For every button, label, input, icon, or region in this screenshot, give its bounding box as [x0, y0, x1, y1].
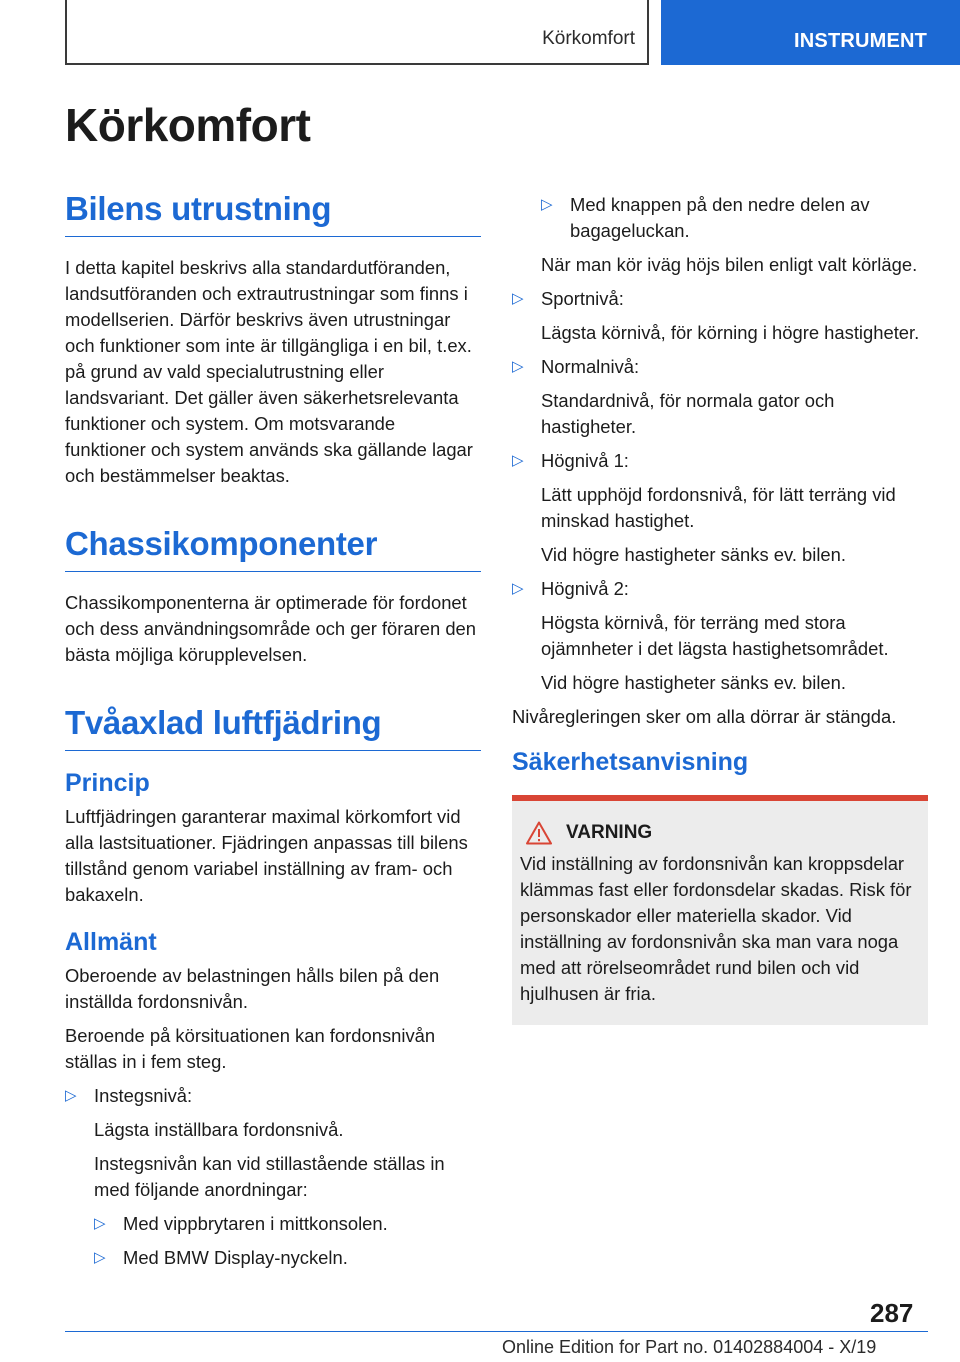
- heading-general: Allmänt: [65, 928, 157, 956]
- list-item-high-level-2: ▷ Högnivå 2:: [512, 576, 928, 602]
- right-column: [512, 192, 928, 1025]
- heading-chassis: Chassikomponenter: [65, 525, 481, 572]
- high-level-1-description-2: Vid högre hastigheter sänks ev. bilen.: [541, 544, 846, 565]
- heading-safety: Säkerhetsanvisning: [512, 748, 749, 776]
- paragraph-principle: Luftfjädringen garanterar maximal körkomfort vid alla lastsituationer. Fjädringen anpassas till bilens tillstånd genom variabel inställning av fram- och bakaxeln.: [65, 806, 468, 905]
- list-item-sport-level: ▷ Sportnivå:: [512, 286, 928, 312]
- bullet-triangle-icon: ▷: [541, 196, 553, 213]
- footer-divider: [65, 1331, 928, 1332]
- bullet-triangle-icon: ▷: [512, 580, 524, 597]
- warning-text: Vid inställning av fordonsnivån kan kroppsdelar klämmas fast eller fordonsdelar skadas. Risk för personskador eller materiella skador. Vid inställning av fordonsnivån ska man vara noga med att rörelseområdet rund bilen och vid hjulhusen är fria.: [520, 853, 912, 1004]
- warning-title: VARNING: [566, 822, 653, 843]
- bullet-triangle-icon: ▷: [512, 290, 524, 307]
- list-item-high-level-1: ▷ Högnivå 1:: [512, 448, 928, 474]
- paragraph-equipment: I detta kapitel beskrivs alla standardutföranden, landsutföranden och extrautrustningar som finns i modellserien. Därför beskrivs även utrustningar och funktioner som inte är tillgängliga i en bil, t.ex. på grund av vald specialutrustning eller landsvariant. Det gäller även säkerhetsrelevanta funktioner och system. Om motsvarande funktioner och system används ska gällande lagar och bestämmelser beaktas.: [65, 257, 473, 486]
- sub-item-tailgate-button: ▷ Med knappen på den nedre delen av bagageluckan.: [541, 194, 870, 241]
- list-item-entry-level: ▷ Instegsnivå:: [65, 1083, 481, 1109]
- paragraph-level-control: Nivåregleringen sker om alla dörrar är stängda.: [512, 706, 897, 727]
- bullet-triangle-icon: ▷: [65, 1087, 77, 1104]
- heading-principle: Princip: [65, 769, 150, 797]
- bullet-triangle-icon: ▷: [94, 1215, 106, 1232]
- heading-air-suspension: Tvåaxlad luftfjädring: [65, 704, 481, 751]
- high-level-1-description-1: Lätt upphöjd fordonsnivå, för lätt terräng vid minskad hastighet.: [541, 484, 896, 531]
- page-title: Körkomfort: [65, 99, 311, 151]
- high-level-2-description-1: Högsta körnivå, för terräng med stora ojämnheter i det lägsta hastighetsområdet.: [541, 612, 889, 659]
- page-number: 287: [870, 1298, 914, 1328]
- entry-level-description-2: Instegsnivån kan vid stillastående ställas in med följande anordningar:: [94, 1153, 445, 1200]
- bullet-triangle-icon: ▷: [512, 358, 524, 375]
- warning-triangle-icon: [526, 821, 552, 845]
- sub-item-display-key: ▷ Med BMW Display-nyckeln.: [94, 1245, 481, 1271]
- paragraph-general-1: Oberoende av belastningen hålls bilen på den inställda fordonsnivån.: [65, 965, 440, 1012]
- left-column: [65, 190, 481, 1279]
- bullet-triangle-icon: ▷: [94, 1249, 106, 1266]
- footer-edition[interactable]: Online Edition for Part no. 01402884004 - X/19: [502, 1337, 877, 1357]
- paragraph-general-2: Beroende på körsituationen kan fordonsnivån ställas in i fem steg.: [65, 1025, 436, 1072]
- warning-box: [512, 795, 928, 1025]
- header-section-title: Körkomfort: [542, 28, 635, 49]
- entry-level-description-1: Lägsta inställbara fordonsnivå.: [94, 1119, 344, 1140]
- heading-equipment: Bilens utrustning: [65, 190, 481, 237]
- warning-header: [520, 821, 920, 845]
- tailgate-note: När man kör iväg höjs bilen enligt valt körläge.: [541, 254, 918, 275]
- paragraph-chassis: Chassikomponenterna är optimerade för fordonet och dess användningsområde och ger föraren den bästa möjliga körupplevelsen.: [65, 592, 476, 665]
- list-item-normal-level: ▷ Normalnivå:: [512, 354, 928, 380]
- high-level-2-description-2: Vid högre hastigheter sänks ev. bilen.: [541, 672, 846, 693]
- sport-level-description: Lägsta körnivå, för körning i högre hastigheter.: [541, 322, 920, 343]
- normal-level-description: Standardnivå, för normala gator och hastigheter.: [541, 390, 835, 437]
- sub-item-rocker-switch: ▷ Med vippbrytaren i mittkonsolen.: [94, 1211, 481, 1237]
- bullet-triangle-icon: ▷: [512, 452, 524, 469]
- header-chapter-tab[interactable]: INSTRUMENT: [661, 0, 960, 65]
